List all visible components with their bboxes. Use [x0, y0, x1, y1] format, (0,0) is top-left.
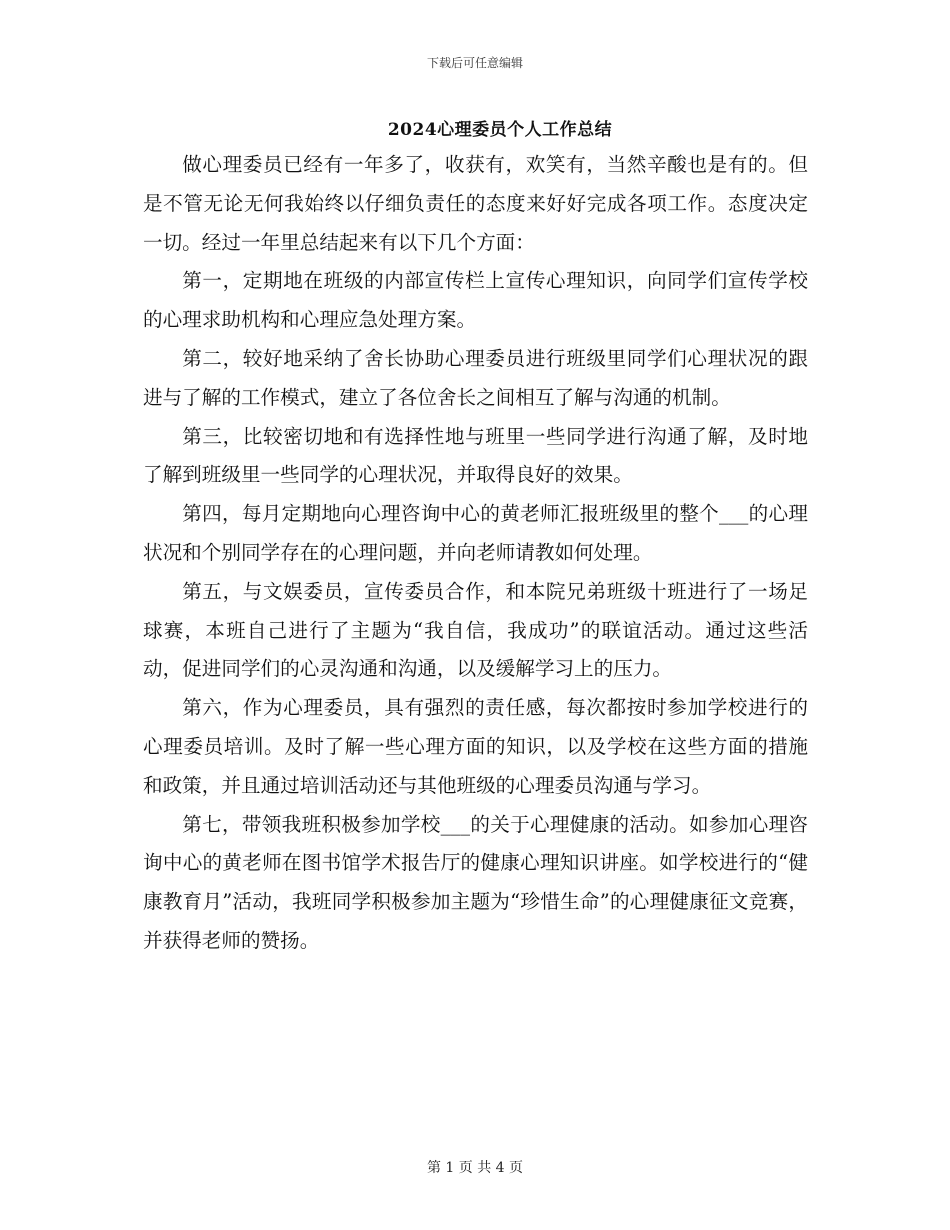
document-title: 2024心理委员个人工作总结 — [387, 120, 613, 140]
paragraph-item-5: 第五，与文娱委员，宣传委员合作，和本院兄弟班级十班进行了一场足球赛，本班自己进行了主题为“我自信，我成功”的联谊活动。通过这些活动，促进同学们的心灵沟通和沟通，以及缓解学习上的压力。 — [143, 579, 808, 681]
paragraph-item-7: 第七，带领我班积极参加学校___的关于心理健康的活动。如参加心理咨询中心的黄老师在图书馆学术报告厅的健康心理知识讲座。如学校进行的“健康教育月”活动，我班同学积极参加主题为“珍惜生命”的心理健康征文竞赛，并获得老师的赞扬。 — [143, 812, 808, 952]
paragraph-item-2: 第二，较好地采纳了舍长协助心理委员进行班级里同学们心理状况的跟进与了解的工作模式，建立了各位舍长之间相互了解与沟通的机制。 — [143, 346, 808, 409]
paragraph-item-1: 第一，定期地在班级的内部宣传栏上宣传心理知识，向同学们宣传学校的心理求助机构和心理应急处理方案。 — [143, 269, 808, 332]
paragraph-item-3: 第三，比较密切地和有选择性地与班里一些同学进行沟通了解，及时地了解到班级里一些同学的心理状况，并取得良好的效果。 — [143, 424, 808, 487]
page-number-footer: 第 1 页 共 4 页 — [426, 1160, 524, 1176]
paragraph-item-4: 第四，每月定期地向心理咨询中心的黄老师汇报班级里的整个___的心理状况和个别同学存在的心理问题，并向老师请教如何处理。 — [143, 502, 808, 564]
document-body — [143, 146, 808, 961]
paragraph-intro: 做心理委员已经有一年多了，收获有，欢笑有，当然辛酸也是有的。但是不管无论无何我始终以仔细负责任的态度来好好完成各项工作。态度决定一切。经过一年里总结起来有以下几个方面： — [143, 153, 808, 254]
paragraph-item-6: 第六，作为心理委员，具有强烈的责任感，每次都按时参加学校进行的心理委员培训。及时了解一些心理方面的知识，以及学校在这些方面的措施和政策，并且通过培训活动还与其他班级的心理委员沟通与学习。 — [143, 696, 808, 797]
page-header-note: 下载后可任意编辑 — [426, 56, 523, 70]
